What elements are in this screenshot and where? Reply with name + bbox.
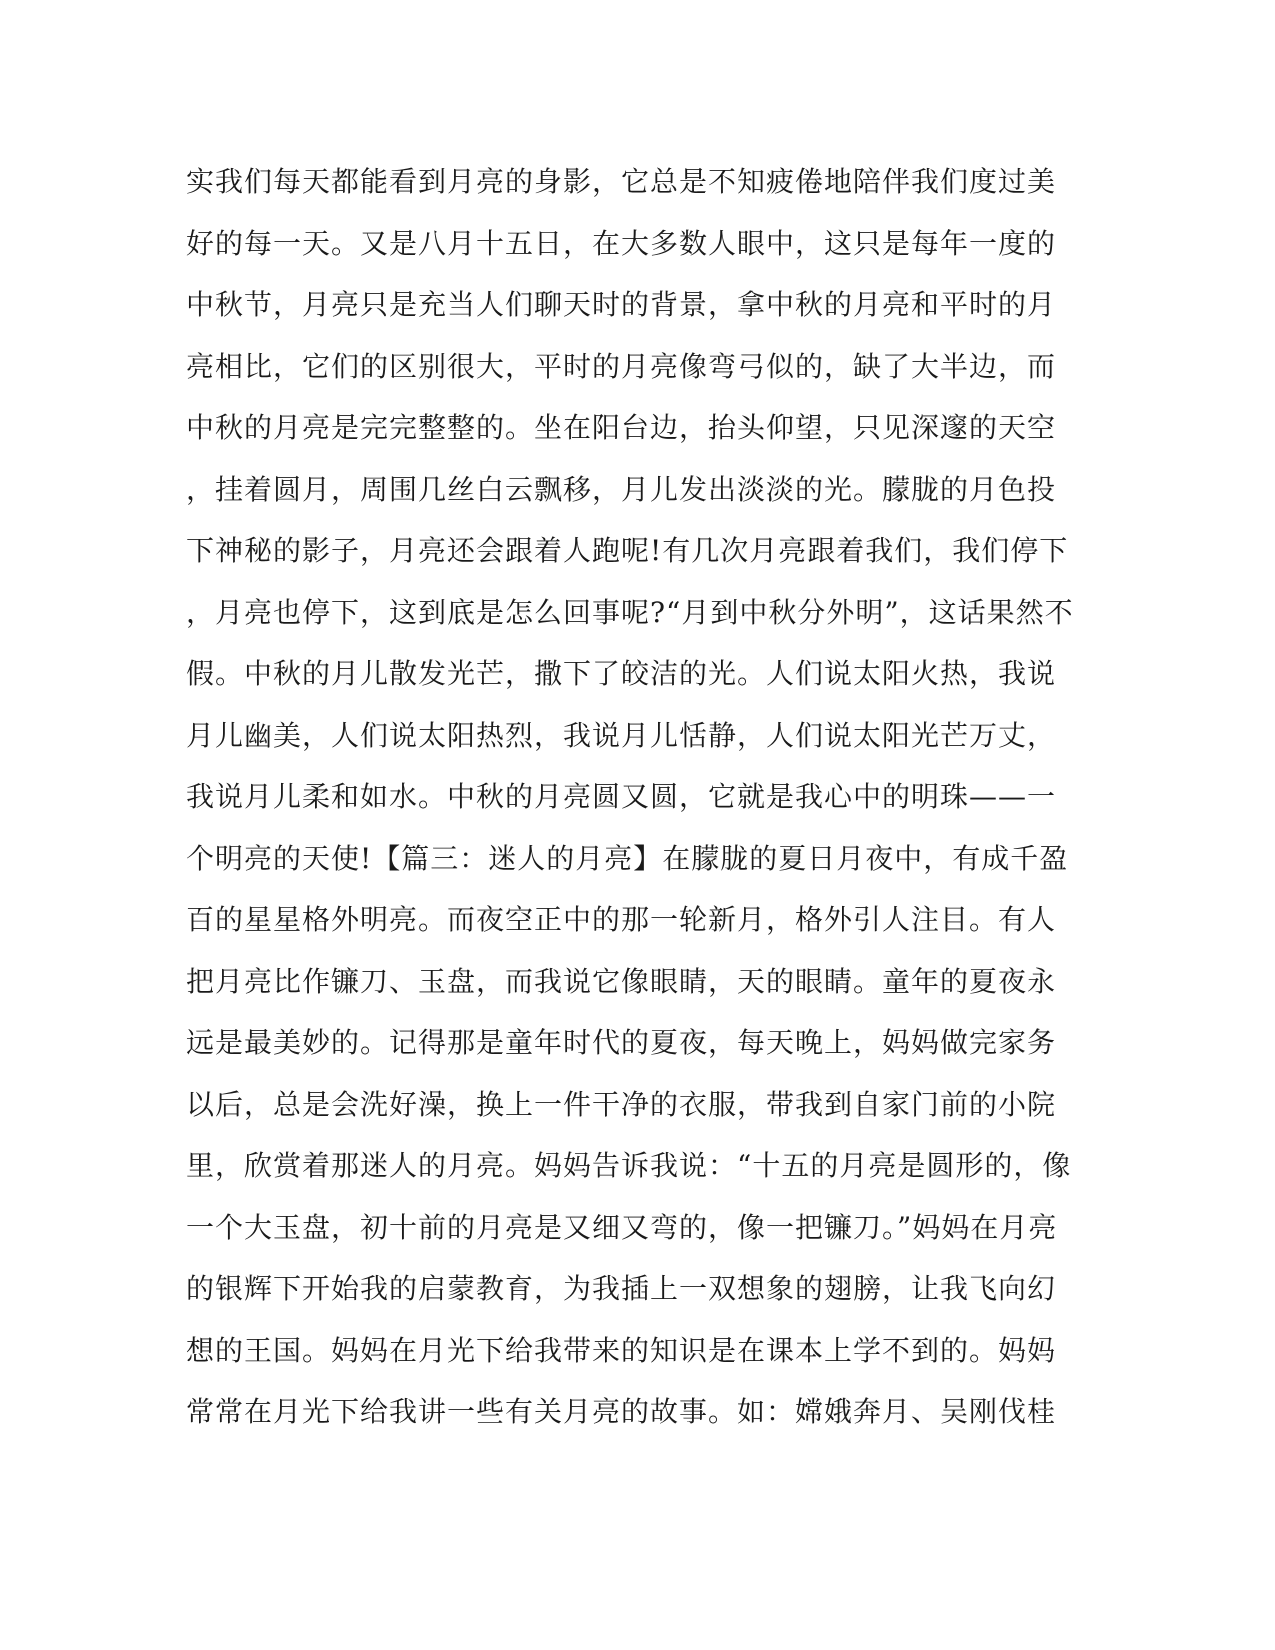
- text-line: 我说月儿柔和如水。中秋的月亮圆又圆，它就是我心中的明珠——一: [186, 780, 1057, 813]
- text-line: 一个大玉盘，初十前的月亮是又细又弯的，像一把镰刀。”妈妈在月亮: [186, 1210, 1058, 1244]
- text-line: ，月亮也停下，这到底是怎么回事呢?“月到中秋分外明”，这话果然不: [186, 595, 1074, 629]
- text-line: 里，欣赏着那迷人的月亮。妈妈告诉我说：“十五的月亮是圆形的，像: [186, 1149, 1072, 1182]
- text-line: 中秋的月亮是完完整整的。坐在阳台边，抬头仰望，只见深邃的天空: [186, 411, 1057, 444]
- text-line: 以后，总是会洗好澡，换上一件干净的衣服，带我到自家门前的小院: [186, 1087, 1057, 1121]
- text-line: 下神秘的影子，月亮还会跟着人跑呢!有几次月亮跟着我们，我们停下: [186, 534, 1069, 567]
- text-line: 亮相比，它们的区别很大，平时的月亮像弯弓似的，缺了大半边，而: [186, 349, 1057, 383]
- text-line: 想的王国。妈妈在月光下给我带来的知识是在课本上学不到的。妈妈: [186, 1333, 1057, 1367]
- text-line: 把月亮比作镰刀、玉盘，而我说它像眼睛，天的眼睛。童年的夏夜永: [186, 964, 1057, 998]
- text-line: 的银辉下开始我的启蒙教育，为我插上一双想象的翅膀，让我飞向幻: [186, 1272, 1057, 1305]
- text-line: 假。中秋的月儿散发光芒，撒下了皎洁的光。人们说太阳火热，我说: [186, 657, 1057, 690]
- text-line: 常常在月光下给我讲一些有关月亮的故事。如：嫦娥奔月、吴刚伐桂: [186, 1395, 1057, 1428]
- text-line: 中秋节，月亮只是充当人们聊天时的背景，拿中秋的月亮和平时的月: [186, 288, 1057, 321]
- text-line: 好的每一天。又是八月十五日，在大多数人眼中，这只是每年一度的: [186, 226, 1057, 260]
- body-text: [186, 162, 1074, 1454]
- text-line: 远是最美妙的。记得那是童年时代的夏夜，每天晚上，妈妈做完家务: [186, 1026, 1057, 1059]
- text-line: 百的星星格外明亮。而夜空正中的那一轮新月，格外引人注目。有人: [186, 903, 1057, 936]
- text-line: ，挂着圆月，周围几丝白云飘移，月儿发出淡淡的光。朦胧的月色投: [186, 472, 1057, 506]
- text-line: 实我们每天都能看到月亮的身影，它总是不知疲倦地陪伴我们度过美: [186, 165, 1057, 198]
- text-line: 月儿幽美，人们说太阳热烈，我说月儿恬静，人们说太阳光芒万丈，: [186, 718, 1057, 752]
- text-line: 个明亮的天使!【篇三：迷人的月亮】在朦胧的夏日月夜中，有成千盈: [186, 841, 1069, 875]
